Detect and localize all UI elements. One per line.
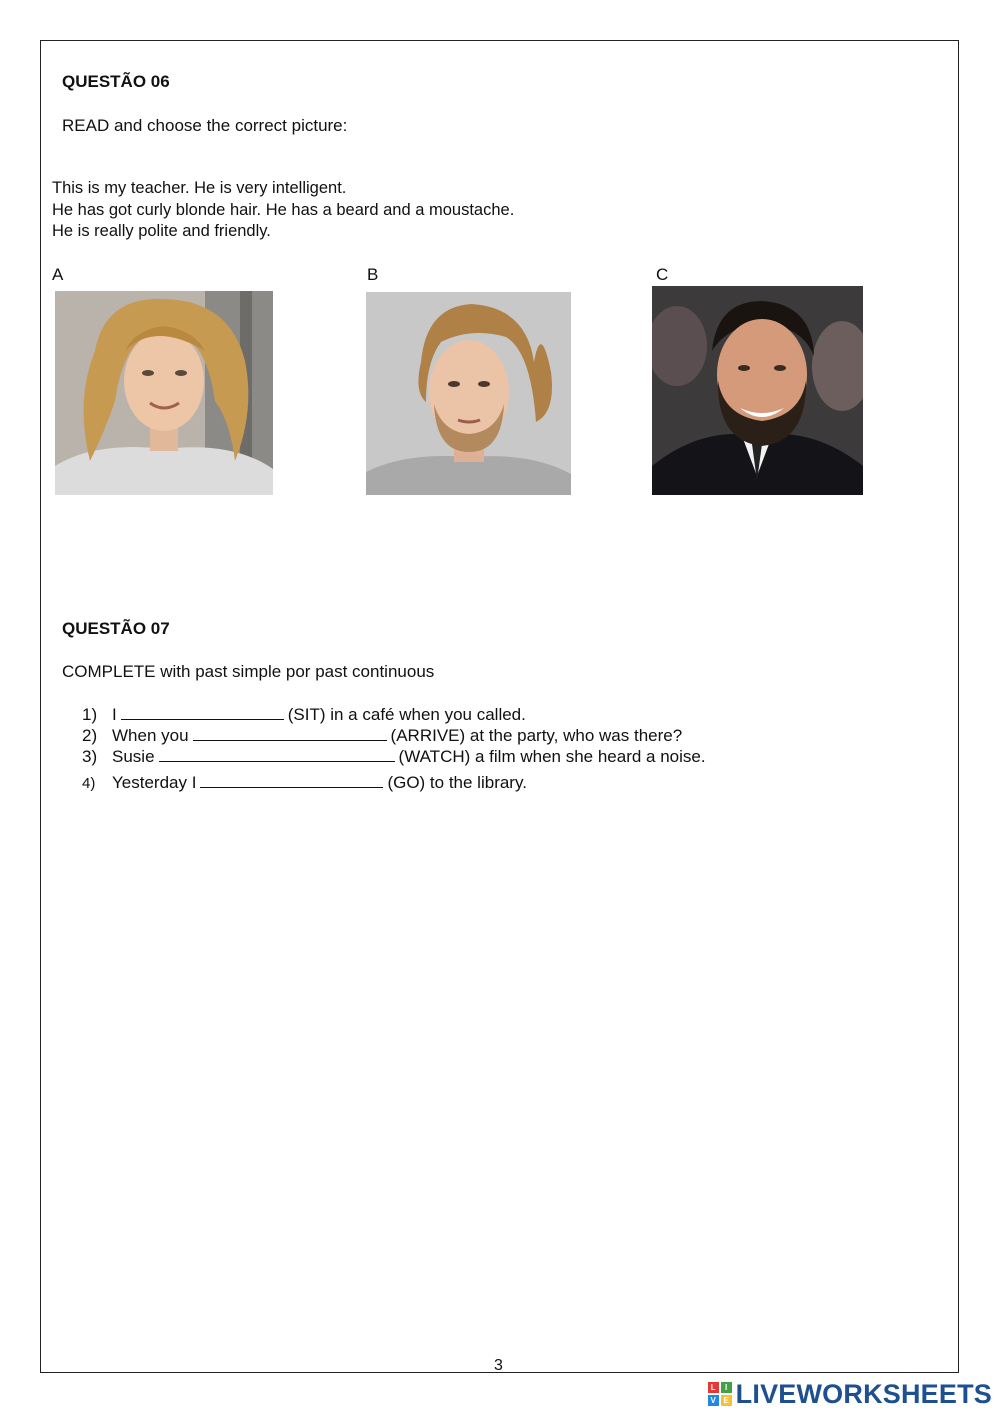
item-number: 2) (82, 726, 98, 745)
option-a-label: A (52, 265, 64, 284)
exercise-list (82, 705, 842, 805)
paragraph-line: He is really polite and friendly. (52, 222, 271, 240)
item-text-before: Susie (112, 747, 155, 766)
exercise-item-3 (82, 747, 706, 767)
item-number: 1) (82, 705, 98, 724)
exercise-item-1 (82, 705, 526, 725)
liveworksheets-brand[interactable] (708, 1378, 992, 1410)
question-07-title: QUESTÃO 07 (62, 619, 170, 638)
portrait-a-image (55, 291, 273, 495)
item-number: 3) (82, 747, 98, 766)
item-text-after: (SIT) in a café when you called. (287, 705, 526, 724)
item-text-before: I (112, 705, 117, 724)
portrait-c-image (652, 286, 863, 495)
item-text-after: (GO) to the library. (387, 773, 527, 792)
item-text-before: Yesterday I (112, 773, 197, 792)
logo-letter: E (721, 1395, 732, 1406)
item-text-after: (WATCH) a film when she heard a noise. (398, 747, 706, 766)
logo-letter: V (708, 1395, 719, 1406)
paragraph-line: He has got curly blonde hair. He has a beard and a moustache. (52, 200, 515, 219)
answer-blank-3[interactable] (159, 747, 395, 762)
answer-blank-1[interactable] (121, 705, 284, 720)
brand-name: LIVEWORKSHEETS (735, 1378, 992, 1409)
option-b-label: B (367, 265, 379, 284)
liveworksheets-logo-icon (708, 1382, 732, 1406)
answer-blank-2[interactable] (193, 726, 387, 741)
paragraph-line: This is my teacher. He is very intelligent. (52, 179, 347, 197)
item-text-before: When you (112, 726, 189, 745)
worksheet-page (40, 40, 959, 1373)
page-number: 3 (494, 1357, 503, 1374)
question-06-paragraph (52, 178, 514, 243)
option-c-label: C (656, 265, 669, 284)
answer-blank-4[interactable] (200, 773, 383, 788)
logo-letter: L (708, 1382, 719, 1393)
question-06-instruction: READ and choose the correct picture: (62, 116, 348, 135)
option-a-photo[interactable] (55, 291, 273, 495)
exercise-item-4 (82, 773, 527, 793)
option-b-photo[interactable] (366, 292, 571, 495)
question-07-instruction: COMPLETE with past simple por past continuous (62, 662, 435, 681)
item-text-after: (ARRIVE) at the party, who was there? (390, 726, 683, 745)
question-06-title: QUESTÃO 06 (62, 72, 170, 91)
logo-letter: I (721, 1382, 732, 1393)
option-c-photo[interactable] (652, 286, 863, 495)
exercise-item-2 (82, 726, 682, 746)
portrait-b-image (366, 292, 571, 495)
item-number: 4) (82, 775, 96, 792)
